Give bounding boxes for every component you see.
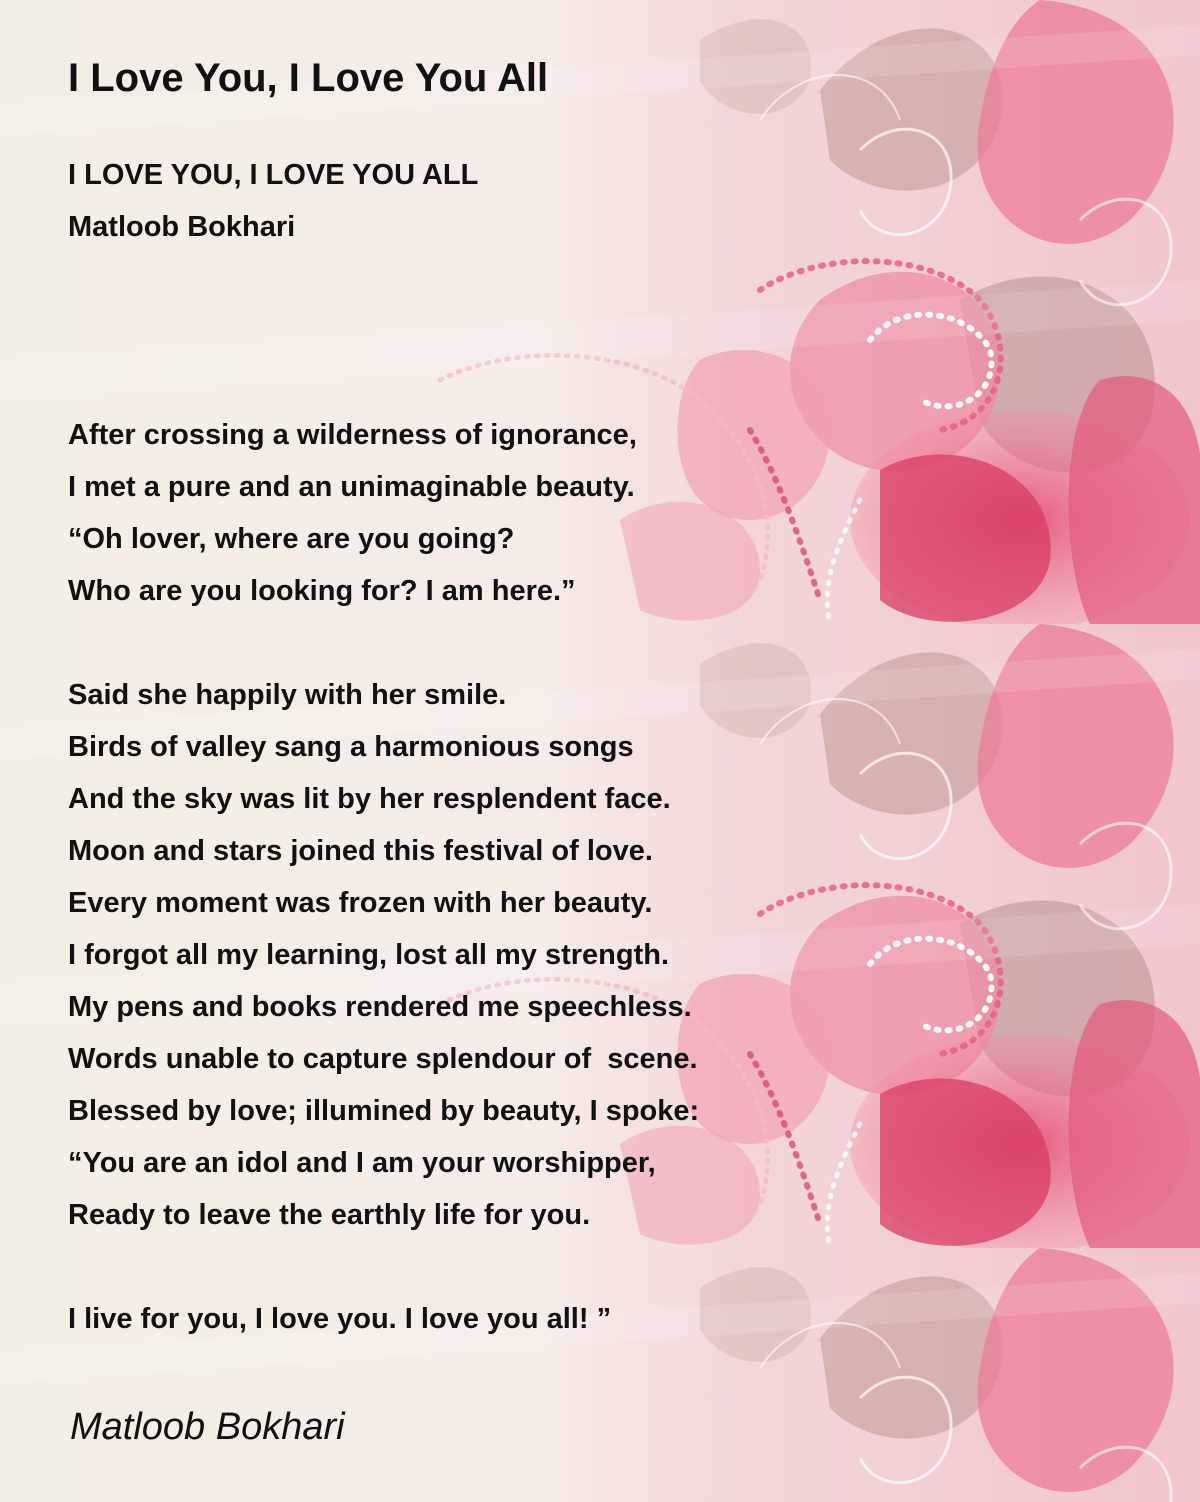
- poem-header-title: I LOVE YOU, I LOVE YOU ALL: [68, 159, 479, 191]
- poem-line: And the sky was lit by her resplendent face.: [68, 783, 671, 815]
- poem-line: Said she happily with her smile.: [68, 679, 507, 711]
- poem-line: “Oh lover, where are you going?: [68, 523, 515, 555]
- author-signature: Matloob Bokhari: [70, 1406, 345, 1448]
- poem-line: I forgot all my learning, lost all my strength.: [68, 939, 670, 971]
- poem-line: After crossing a wilderness of ignorance,: [68, 419, 637, 451]
- poem-line: My pens and books rendered me speechless.: [68, 991, 692, 1023]
- poem-line: I live for you, I love you. I love you all! ”: [68, 1303, 612, 1335]
- poem-line: “You are an idol and I am your worshipper,: [68, 1147, 656, 1179]
- poem-line: Blessed by love; illumined by beauty, I spoke:: [68, 1095, 700, 1127]
- poem-line: Every moment was frozen with her beauty.: [68, 887, 653, 919]
- poem-header-author: Matloob Bokhari: [68, 211, 296, 243]
- poem-line: Who are you looking for? I am here.”: [68, 575, 576, 607]
- poem-line: Words unable to capture splendour of scene.: [68, 1043, 698, 1075]
- poem-line: Moon and stars joined this festival of love.: [68, 835, 653, 867]
- poem-line: Ready to leave the earthly life for you.: [68, 1199, 591, 1231]
- poem-line: I met a pure and an unimaginable beauty.: [68, 471, 635, 503]
- poem-title: I Love You, I Love You All: [68, 56, 549, 100]
- poem-line: Birds of valley sang a harmonious songs: [68, 731, 634, 763]
